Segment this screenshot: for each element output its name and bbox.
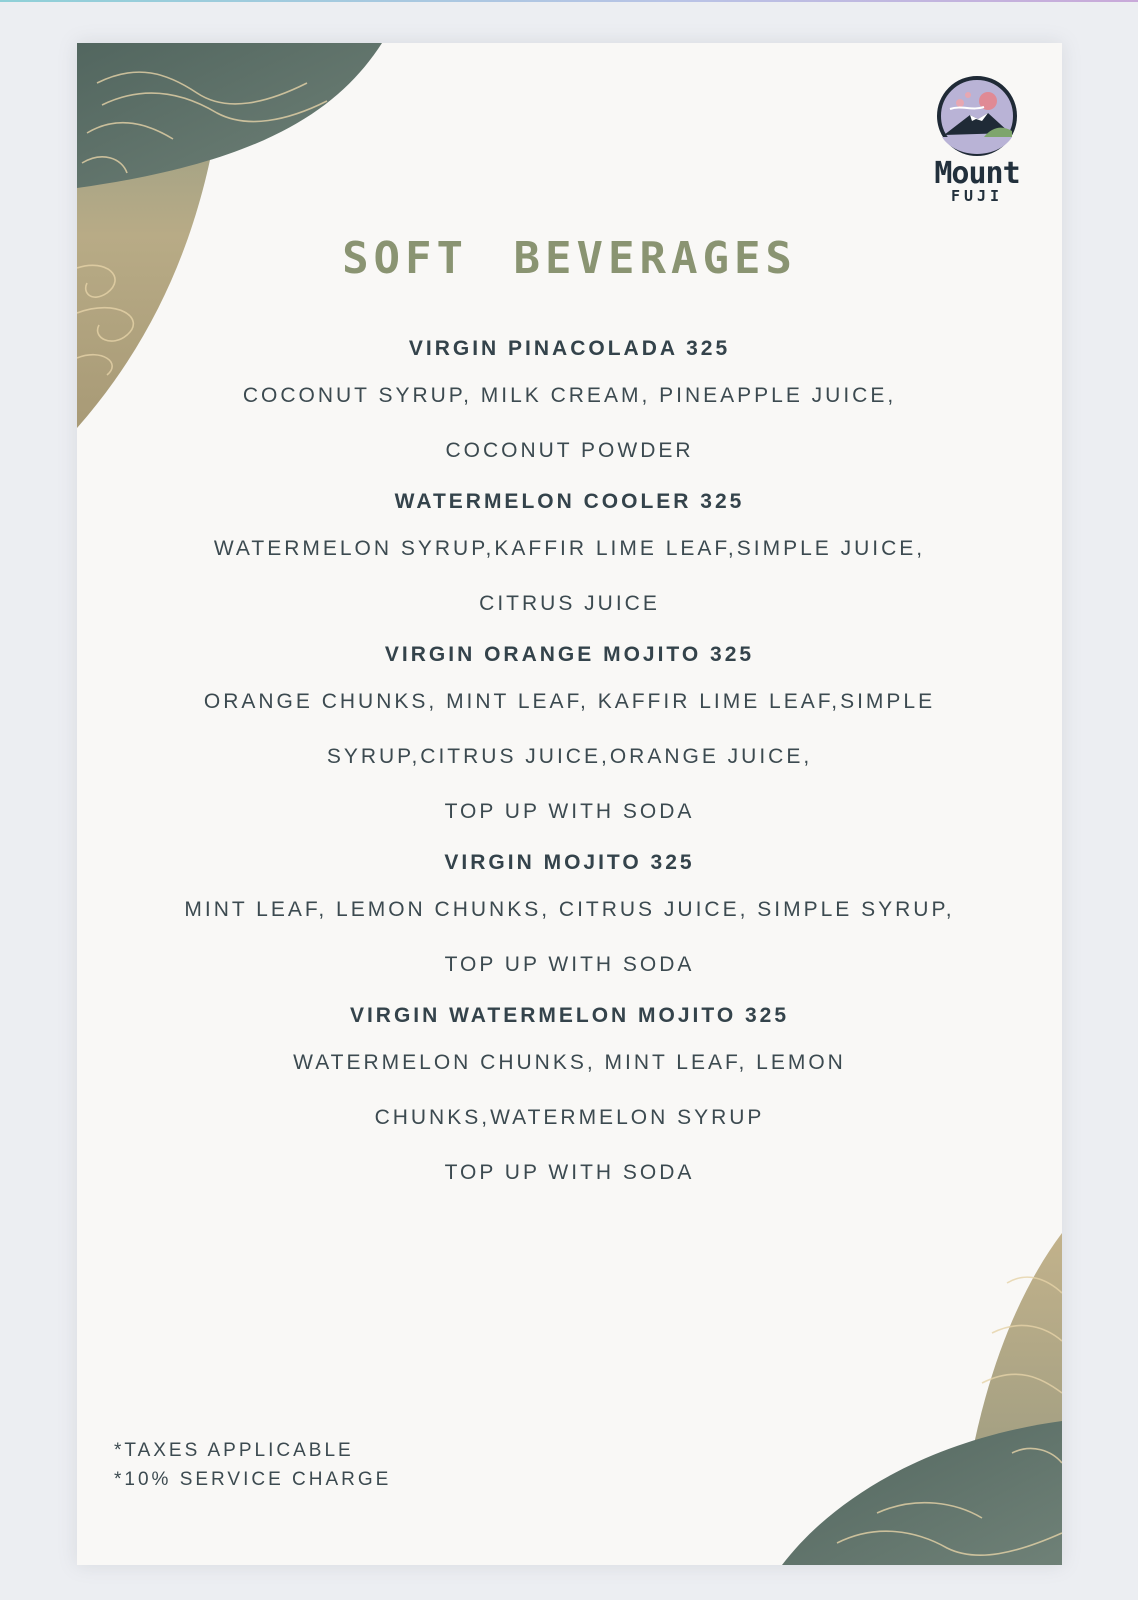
item-name: VIRGIN ORANGE MOJITO 325 — [384, 643, 755, 666]
top-accent-line — [0, 0, 1138, 2]
item-description: CHUNKS,WATERMELON SYRUP — [374, 1106, 765, 1129]
item-description: CITRUS JUICE — [479, 592, 660, 615]
mount-fuji-logo — [913, 75, 1041, 209]
menu-item — [137, 330, 1002, 478]
logo-subtitle: FUJI — [950, 187, 1004, 205]
menu-item — [137, 844, 1002, 992]
item-name: VIRGIN WATERMELON MOJITO 325 — [349, 1004, 790, 1027]
item-description: COCONUT POWDER — [445, 439, 694, 462]
menu-card — [77, 43, 1062, 1565]
item-description: TOP UP WITH SODA — [444, 953, 695, 976]
item-name: VIRGIN PINACOLADA 325 — [408, 337, 731, 360]
footer-notes — [114, 1436, 391, 1494]
menu-item — [137, 997, 1002, 1200]
item-description: WATERMELON SYRUP,KAFFIR LIME LEAF,SIMPLE JUICE, — [213, 537, 926, 560]
mount-fuji-emblem-icon — [936, 75, 1018, 157]
item-description: COCONUT SYRUP, MILK CREAM, PINEAPPLE JUICE, — [242, 384, 897, 407]
menu-item — [137, 636, 1002, 839]
item-description: ORANGE CHUNKS, MINT LEAF, KAFFIR LIME LEAF,SIMPLE — [203, 690, 936, 713]
item-description: SYRUP,CITRUS JUICE,ORANGE JUICE, — [326, 745, 813, 768]
item-description: TOP UP WITH SODA — [444, 800, 695, 823]
item-name: VIRGIN MOJITO 325 — [444, 851, 695, 874]
menu-item — [137, 483, 1002, 631]
item-name: WATERMELON COOLER 325 — [394, 490, 745, 513]
logo-wordmark: Mount — [934, 156, 1020, 191]
page-title: SOFT BEVERAGES — [342, 233, 797, 284]
taxes-note: *TAXES APPLICABLE — [114, 1440, 354, 1461]
menu-list — [137, 325, 1002, 1200]
item-description: MINT LEAF, LEMON CHUNKS, CITRUS JUICE, SIMPLE SYRUP, — [184, 898, 955, 921]
item-description: WATERMELON CHUNKS, MINT LEAF, LEMON — [293, 1051, 846, 1074]
service-charge-note: *10% SERVICE CHARGE — [114, 1469, 392, 1490]
item-description: TOP UP WITH SODA — [444, 1161, 695, 1184]
